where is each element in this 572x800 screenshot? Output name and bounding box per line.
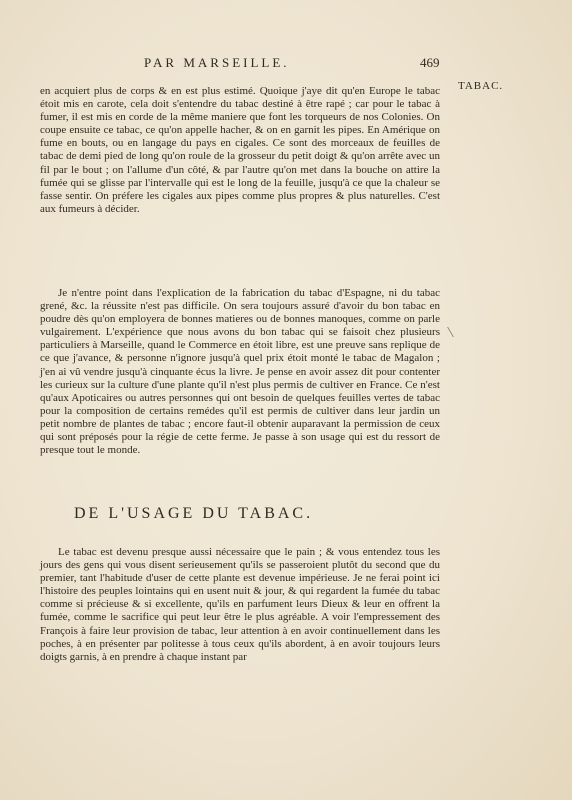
page-number: 469 — [420, 55, 440, 70]
marginal-running-head: TABAC. — [458, 80, 504, 92]
running-title: PAR MARSEILLE. — [144, 55, 290, 70]
paragraph-usage — [40, 546, 440, 664]
section-heading: DE L'USAGE DU TABAC. — [74, 505, 314, 522]
paragraph-fabrication — [40, 287, 440, 457]
margin-pencil-mark — [447, 327, 460, 337]
paragraph-2-text: Je n'entre point dans l'explication de la fabrication du tabac d'Espagne, ni du tabac grené, &c. la réussite n'est pas difficile. On sera toujours assuré d'avoir du bon tabac en poudre dès qu'on employera de bonnes matieres ou de bonnes manoques, comme on parle vulgairement. L'expérience que nous avons du bon tabac qui se faisoit chez plusieurs particuliers à Marseille, quand le Commerce en étoit libre, est une preuve sans replique de ce que j'avance, & personne n'ignore jusqu'à quel prix étoit monté le tabac de Magalon ; j'en ai vû vendre jusqu'à cinquante écus la livre. Je pense en avoir assez dit pour contenter les curieux sur la culture d'une plante qu'il n'est plus permis de cultiver en France. Ce n'est qu'aux Apoticaires ou autres personnes qui ont besoin de quelques feuilles vertes de tabac pour la composition de certains remédes qu'il est permis de cultiver dans leur jardin un petit nombre de plantes de tabac ; encore faut-il obtenir auparavant la permission de ceux qui sont préposés pour la régie de cette ferme. Je passe à son usage qui est du ressort de presque tout le monde. — [40, 287, 440, 457]
paragraph-3-text: Le tabac est devenu presque aussi nécessaire que le pain ; & vous entendez tous les jours des gens qui vous disent serieusement qu'ils se passeroient plutôt du second que du premier, tant l'habitude d'user de cette plante est devenue impérieuse. Je ne ferai point ici l'histoire des peuples lointains qui en usent nuit & jour, & qui regardent la fumée du tabac comme si précieuse & si excellente, qu'ils en parfument leurs Dieux & leur en offrent la fumée, comme le sacrifice qui peut leur être le plus agréable. A voir l'empressement des François à faire leur provision de tabac, leur attention à en avoir continuellement dans les poches, à en présenter par politesse à tous ceux qu'ils abordent, à en avoir toujours leurs doigts garnis, à en prendre à chaque instant par — [40, 546, 440, 663]
paragraph-continued — [40, 85, 440, 216]
paragraph-1-text: en acquiert plus de corps & en est plus estimé. Quoique j'aye dit qu'en Europe le tabac étoit mis en carote, cela doit s'entendre du tabac destiné à être rapé ; car pour le tabac à fumer, il est mis en corde de la même maniere que font les torqueurs de nos Colonies. On coupe ensuite ce tabac, ce qu'on appelle hacher, & on en garnit les pipes. En Amérique on fume en bouts, ou en langage du pays en cigales. Ce sont des morceaux de feuilles de tabac de demi pied de long qu'on roule de la grosseur du petit doigt & qu'on arrête avec un fil par le bout ; on l'allume d'un côté, & par l'autre qu'on met dans la bouche on attire la fumée qui se glisse par l'intervalle qui est le long de la feuille, jusqu'à ce que la chaleur se fasse sentir. On préfere les cigales aux pipes comme plus propres & plus naturelles. C'est aux fumeurs à décider. — [40, 85, 440, 215]
